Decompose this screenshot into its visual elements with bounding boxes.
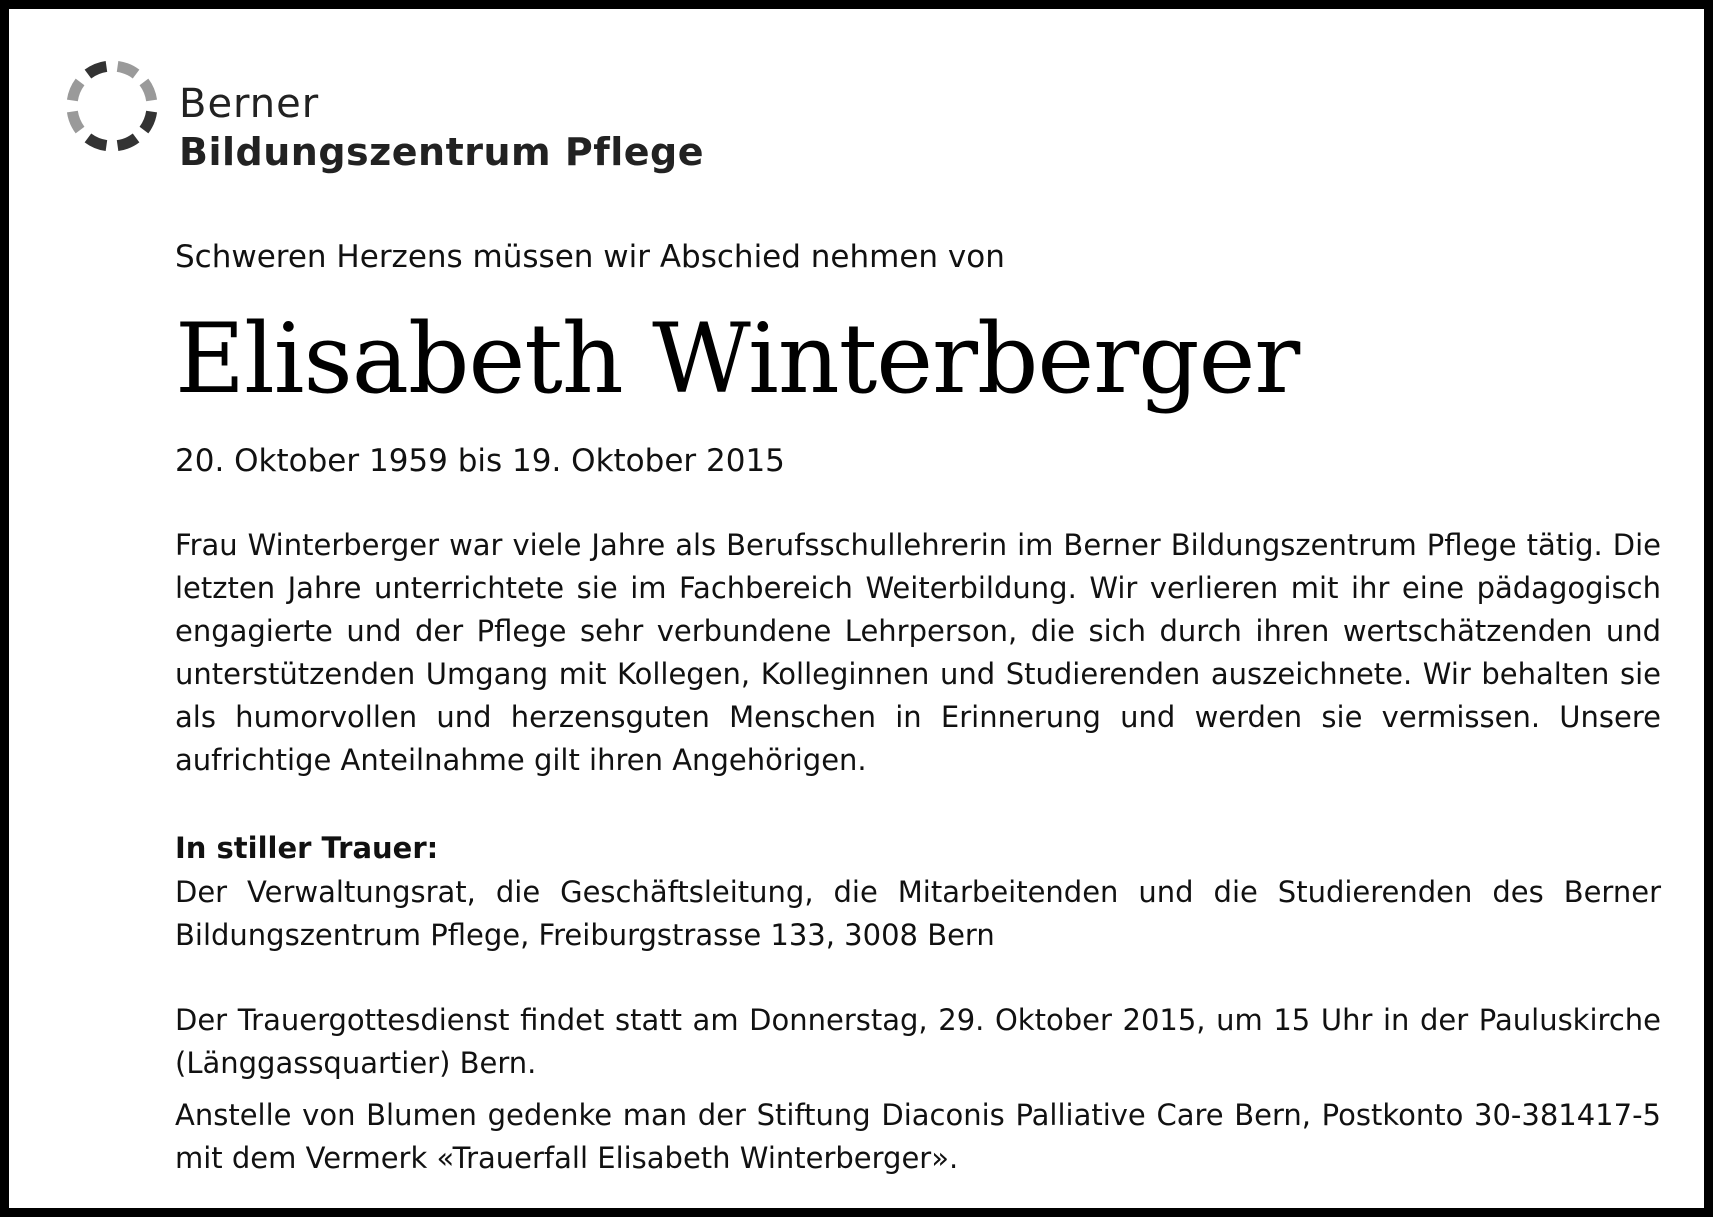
ring-segment (72, 112, 80, 131)
ring-segment (88, 138, 107, 146)
ring-segment (118, 138, 137, 146)
deceased-name: Elisabeth Winterberger (175, 303, 1300, 415)
tribute-paragraph: Frau Winterberger war viele Jahre als Berufsschullehrerin im Berner Bildungszentrum Pflege tätig. Die letzten Jahre unterrichtete sie im Fachbereich Weiterbildung. Wir verlieren mit ihr eine pädagogisch engagierte und der Pflege sehr verbundene Lehrperson, die sich durch ihren wertschätzenden und unterstützenden Umgang mit Kollegen, Kolleginnen und Studierenden auszeichnete. Wir behalten sie als humorvollen und herzensguten Menschen in Erinnerung und werden sie vermissen. Unsere aufrichtige Anteilnahme gilt ihren Angehörigen. (175, 528, 1661, 777)
ring-segment (88, 66, 107, 74)
ring-segment (72, 82, 80, 101)
brand-line-2: Bildungszentrum Pflege (179, 130, 705, 174)
brand-line-1: Berner (179, 81, 320, 127)
life-dates: 20. Oktober 1959 bis 19. Oktober 2015 (175, 443, 785, 479)
service-information: Der Trauergottesdienst findet statt am Donnerstag, 29. Oktober 2015, um 15 Uhr in der Pauluskirche (Länggassquartier) Bern. (175, 1003, 1661, 1080)
ring-segment (144, 82, 152, 101)
intro-text: Schweren Herzens müssen wir Abschied nehmen von (175, 239, 1005, 275)
ring-segment (144, 112, 152, 131)
ring-segment (118, 66, 137, 74)
brand-name (179, 79, 704, 175)
mourning-heading: In stiller Trauer: (175, 831, 439, 865)
donation-information: Anstelle von Blumen gedenke man der Stiftung Diaconis Palliative Care Bern, Postkonto 30-381417-5 mit dem Vermerk «Trauerfall Elisabeth Winterberger». (175, 1098, 1661, 1175)
segmented-ring-icon (57, 51, 167, 161)
mourning-signatories: Der Verwaltungsrat, die Geschäftsleitung, die Mitarbeitenden und die Studierenden des Berner Bildungszentrum Pflege, Freiburgstrasse 133, 3008 Bern (175, 875, 1661, 952)
